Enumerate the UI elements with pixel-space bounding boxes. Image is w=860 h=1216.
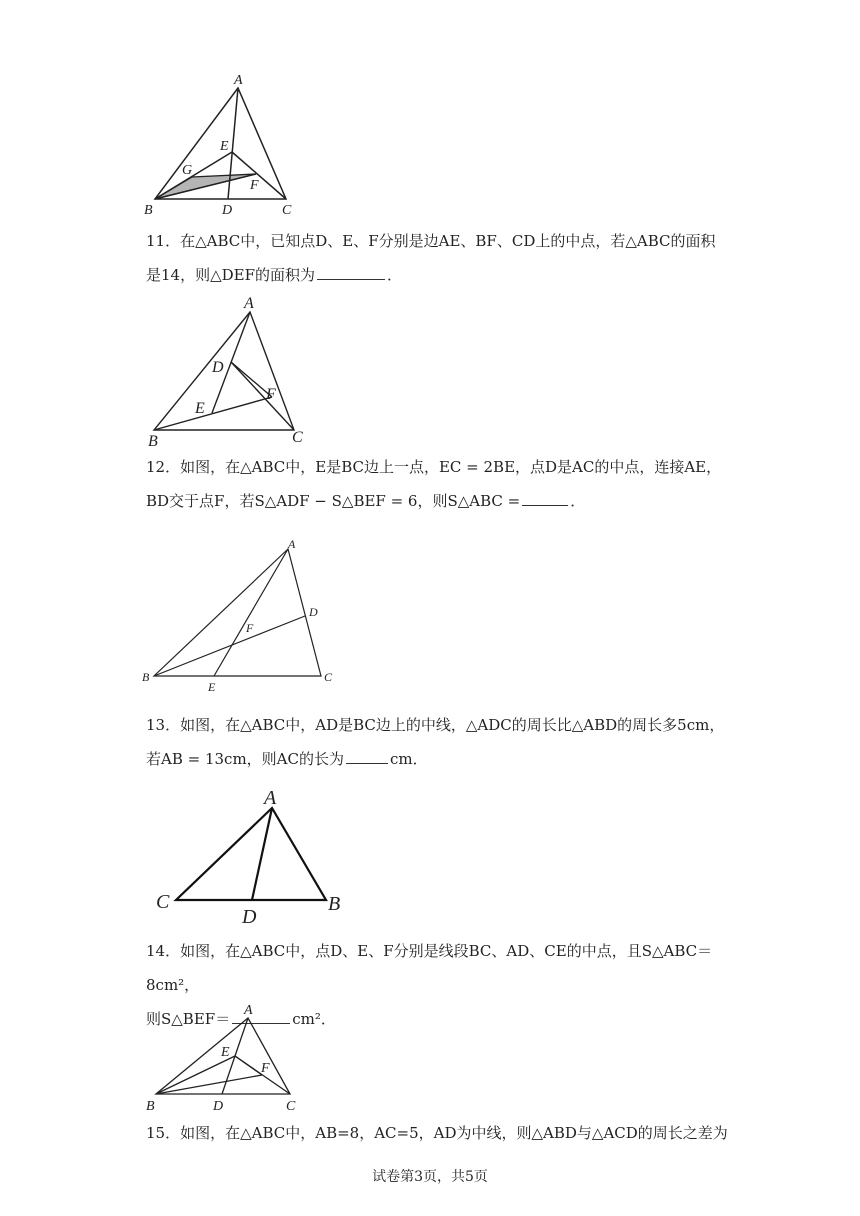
question-11-line2 (146, 258, 746, 292)
label-B: B (142, 670, 150, 684)
answer-blank[interactable] (522, 504, 568, 506)
figure-q12 (140, 536, 340, 696)
label-C: C (156, 891, 170, 913)
question-text: 如图，在△ABC中，AB=8，AC=5，AD为中线，则△ABD与△ACD的周长之差为 (180, 1124, 728, 1142)
label-A: A (244, 1003, 253, 1018)
question-number: 15． (146, 1124, 181, 1142)
label-C: C (282, 203, 292, 218)
question-text: 如图，在△ABC中，点D、E、F分别是线段BC、AD、CE的中点，且S△ABC＝8cm²， (146, 942, 713, 994)
question-14-line1 (146, 934, 746, 1002)
label-A: A (234, 73, 243, 88)
question-11 (146, 224, 746, 292)
label-F: F (266, 386, 276, 403)
label-E: E (208, 680, 216, 694)
label-D: D (309, 605, 318, 619)
question-text: BD交于点F，若S△ADF − S△BEF = 6，则S△ABC = (146, 492, 521, 510)
label-F: F (246, 621, 254, 635)
question-number: 13． (146, 716, 181, 734)
label-F: F (250, 178, 259, 193)
question-text: ． (387, 266, 403, 284)
question-text: cm． (389, 750, 428, 768)
question-12-line1 (146, 450, 746, 484)
label-E: E (195, 400, 205, 417)
question-text: 是14，则△DEF的面积为 (146, 266, 316, 284)
question-text: cm²． (292, 1010, 336, 1028)
label-B: B (148, 433, 158, 450)
label-D: D (213, 1099, 224, 1114)
question-13 (146, 708, 746, 776)
question-12-line2 (146, 484, 746, 518)
label-A: A (288, 537, 296, 551)
label-C: C (286, 1099, 296, 1114)
figure-q11 (140, 292, 315, 450)
label-A: A (264, 787, 277, 809)
label-D: D (222, 203, 233, 218)
question-13-line1 (146, 708, 746, 742)
question-text: 在△ABC中，已知点D、E、F分别是边AE、BF、CD上的中点，若△ABC的面积 (180, 232, 716, 250)
question-15 (146, 1116, 746, 1150)
figure-q13 (150, 784, 360, 929)
question-number: 12． (146, 458, 181, 476)
question-text: ． (570, 492, 586, 510)
label-B: B (146, 1099, 155, 1114)
label-D: D (212, 359, 224, 376)
label-C: C (292, 429, 303, 446)
label-B: B (328, 893, 341, 915)
figure-q14 (140, 1000, 310, 1115)
label-A: A (244, 295, 254, 312)
question-13-line2 (146, 742, 746, 776)
question-text: 如图，在△ABC中，E是BC边上一点，EC = 2BE，点D是AC的中点，连接AE， (180, 458, 722, 476)
figure-q10 (140, 68, 300, 218)
label-E: E (221, 1045, 230, 1060)
question-text: 如图，在△ABC中，AD是BC边上的中线，△ADC的周长比△ABD的周长多5cm， (180, 716, 725, 734)
answer-blank[interactable] (346, 762, 388, 764)
label-E: E (220, 139, 229, 154)
page-footer: 试卷第3页，共5页 (372, 1169, 488, 1185)
triangle-lines (154, 549, 321, 676)
label-C: C (324, 670, 333, 684)
question-text: 若AB = 13cm，则AC的长为 (146, 750, 344, 768)
label-F: F (261, 1061, 270, 1076)
question-15-line1 (146, 1116, 746, 1150)
question-12 (146, 450, 746, 518)
label-D: D (242, 906, 257, 928)
answer-blank[interactable] (317, 278, 385, 280)
question-number: 11． (146, 232, 181, 250)
label-B: B (144, 203, 153, 218)
label-G: G (182, 163, 193, 178)
question-11-line1 (146, 224, 746, 258)
question-text: 则S△BEF＝ (146, 1010, 231, 1028)
triangle-lines (154, 312, 294, 430)
question-number: 14． (146, 942, 181, 960)
triangle-lines (176, 808, 326, 900)
